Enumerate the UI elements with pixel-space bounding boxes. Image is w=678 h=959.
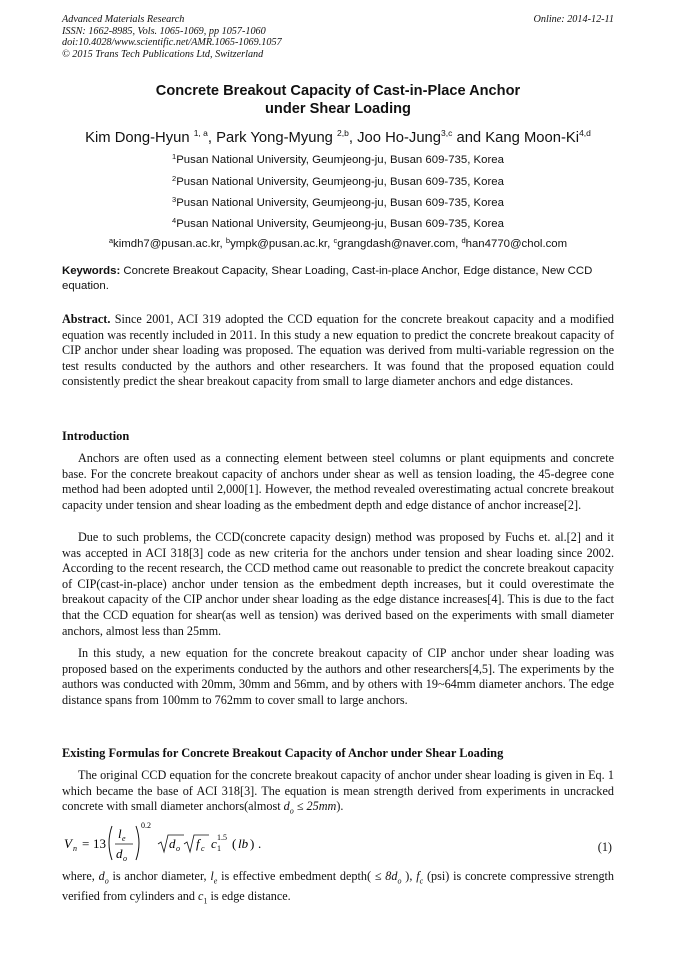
abstract	[62, 312, 614, 390]
email-address[interactable]: ympk@pusan.ac.kr,	[230, 238, 334, 250]
eq-frac-den-sub: o	[123, 854, 127, 863]
affiliation-text: Pusan National University, Geumjeong-ju, Busan 609-735, Korea	[176, 218, 504, 230]
section-heading-existing-formulas: Existing Formulas for Concrete Breakout Capacity of Anchor under Shear Loading	[62, 746, 504, 760]
eq-left-paren	[109, 826, 112, 860]
var-sub: 1	[203, 896, 208, 906]
where-text: is anchor diameter,	[112, 869, 207, 883]
author-separator: ,	[348, 130, 358, 146]
where-text: ),	[405, 869, 413, 883]
affiliation-number: 4	[172, 216, 177, 225]
var-sub: o	[104, 876, 109, 886]
var-l: l	[210, 869, 214, 883]
keywords	[62, 264, 614, 294]
author-affil-mark: 2,b	[337, 128, 349, 138]
existing-text-end: ).	[336, 799, 344, 814]
existing-text: The original CCD equation for the concrete breakout capacity of anchor under shear loading is given in Eq. 1 which became the base of ACI 318[3]. The equation is mean strength derived from experiments in uncracked concrete with small diameter anchors(almost	[62, 768, 614, 814]
eq-c: c	[211, 836, 217, 851]
paper-title	[62, 82, 614, 118]
abstract-text: Since 2001, ACI 319 adopted the CCD equation for the concrete breakout capacity and a modified equation was recently included in 2011. In this study a new equation to predict the concrete breakout capacity of CIP anchor under shear loading was proposed. The equation was derived from multi-variable regression on the test results conducted by the authors and other researchers. It was found that the proposed equation could consistently predict the shear breakout capacity from small to large diameter anchors and edge distances.	[62, 312, 615, 389]
author-name: Kang Moon-Ki	[485, 130, 580, 146]
eq-sqrt-1-sub: o	[176, 844, 180, 853]
equation-number: (1)	[597, 840, 612, 854]
author-affil-mark: 1, a	[193, 128, 208, 138]
eq-coef: 13	[93, 836, 106, 851]
author-affil-mark: 4,d	[579, 128, 591, 138]
author-affil-mark: 3,c	[441, 128, 453, 138]
journal-name: Advanced Materials Research	[62, 14, 185, 25]
var-sub: e	[213, 876, 218, 886]
title-line-1: Concrete Breakout Capacity of Cast-in-Place Anchor	[155, 83, 521, 99]
eq-unit-close: )	[250, 836, 255, 851]
affiliation-4	[62, 214, 614, 231]
var-limit: ≤ 8d	[374, 869, 398, 883]
where-text: (psi) is concrete compressive strength verified from cylinders and	[62, 869, 615, 904]
affiliation-text: Pusan National University, Geumjeong-ju, Busan 609-735, Korea	[176, 197, 504, 209]
equation-1	[62, 818, 614, 864]
affiliation-number: 3	[172, 195, 177, 204]
email-mark: c	[333, 236, 338, 245]
var-d: d	[98, 869, 105, 883]
author-list	[62, 124, 614, 147]
eq-unit: lb	[238, 836, 249, 851]
var-sub: c	[419, 876, 424, 886]
existing-paragraph-1	[62, 768, 614, 819]
eq-lhs-sub: n	[73, 844, 77, 853]
var-sub: o	[397, 876, 402, 886]
eq-right-paren	[136, 826, 139, 860]
affiliation-3	[62, 193, 614, 210]
section-heading-introduction: Introduction	[62, 429, 130, 443]
intro-paragraph-2: Due to such problems, the CCD(concrete capacity design) method was proposed by Fuchs et. al.[2] and it was accepted in ACI 318[3] code as new criteria for the anchors under tension and shear loading since 2002. According to the recent research, the CCD method came out reasonable to predict the concrete breakout capacity of CIP(cast-in-place) anchor under tension as the embedment depth increases, but it could overestimate the breakout capacity of the CIP anchor under shear loading as the edge distance increases[4]. This is due to the fact that the CCD equation for shear(as well as tension) was derived based on the experiments with small diameter anchors, almost less than 25mm.	[62, 530, 614, 638]
copyright-line: © 2015 Trans Tech Publications Ltd, Switzerland	[62, 48, 264, 60]
eq-period: .	[258, 836, 262, 851]
email-address[interactable]: grangdash@naver.com,	[337, 238, 462, 250]
title-line-2: under Shear Loading	[265, 101, 411, 117]
intro-paragraph-1: Anchors are often used as a connecting element between steel columns or plant equipments and concrete base. For the concrete breakout capacity of anchors under shear as well as tension loading, the 45-degree cone method had been adopted until 2,000[1]. However, the method revealed overestimating actual concrete breakout capacity under tension and shear loading as the embedment depth and edge distance of anchor increase[2].	[62, 451, 614, 512]
journal-header	[62, 14, 614, 60]
email-mark: b	[225, 236, 231, 245]
author-separator: and	[452, 130, 486, 146]
author-separator: ,	[207, 130, 217, 146]
email-list	[62, 234, 614, 251]
eq-c-pow: 1.5	[217, 833, 227, 842]
math-limit: ≤ 25mm	[296, 799, 337, 814]
eq-frac-num: l	[118, 826, 122, 841]
eq-c-sub: 1	[217, 844, 221, 853]
eq-lhs: V	[64, 836, 72, 851]
keywords-text: Concrete Breakout Capacity, Shear Loading, Cast-in-place Anchor, Edge distance, New CCD equation.	[62, 265, 593, 292]
abstract-label: Abstract.	[62, 312, 111, 326]
eq-sqrt-2-var: f	[196, 836, 200, 851]
affiliation-text: Pusan National University, Geumjeong-ju, Busan 609-735, Korea	[176, 176, 504, 188]
email-mark: d	[461, 236, 466, 245]
eq-unit-open: (	[232, 836, 237, 851]
eq-equals: =	[82, 836, 90, 851]
author-name: Joo Ho-Jung	[357, 130, 442, 146]
doi-line: doi:10.4028/www.scientific.net/AMR.1065-1069.1057	[62, 37, 282, 49]
eq-frac-num-sub: e	[122, 834, 126, 843]
math-sub: o	[289, 806, 294, 816]
affiliation-number: 1	[172, 152, 177, 161]
issn-line: ISSN: 1662-8985, Vols. 1065-1069, pp 1057-1060	[62, 25, 266, 37]
intro-paragraph-3: In this study, a new equation for the concrete breakout capacity of CIP anchor under shear loading was proposed based on the experiments conducted by the authors and other researchers[4,5]. The experiments by the authors was conducted with 20mm, 30mm and 56mm, and by others with 19~64mm diameter anchors. The edge distance spans from 100mm to 762mm to cover small to large anchors.	[62, 646, 614, 707]
author-name: Kim Dong-Hyun	[85, 130, 190, 146]
online-date: Online: 2014-12-11	[533, 14, 614, 25]
email-address[interactable]: han4770@chol.com	[465, 238, 568, 250]
affiliation-text: Pusan National University, Geumjeong-ju, Busan 609-735, Korea	[176, 154, 504, 166]
eq-power: 0.2	[141, 821, 151, 830]
affiliation-number: 2	[172, 174, 177, 183]
email-mark: a	[108, 236, 114, 245]
eq-frac-den: d	[116, 846, 123, 861]
eq-sqrt-2-sub: c	[201, 844, 205, 853]
keywords-label: Keywords:	[62, 265, 121, 277]
equation-graphic	[62, 818, 614, 864]
math-d: d	[283, 799, 290, 814]
where-text: is edge distance.	[210, 889, 291, 904]
where-text: is effective embedment depth(	[221, 869, 372, 883]
var-f: f	[416, 869, 420, 883]
author-name: Park Yong-Myung	[216, 130, 333, 146]
var-c: c	[198, 889, 204, 904]
eq-sqrt-1-var: d	[169, 836, 176, 851]
where-text: where,	[62, 869, 95, 883]
affiliation-2	[62, 172, 614, 189]
where-paragraph	[62, 869, 614, 909]
email-address[interactable]: kimdh7@pusan.ac.kr,	[113, 238, 226, 250]
affiliation-1	[62, 150, 614, 167]
